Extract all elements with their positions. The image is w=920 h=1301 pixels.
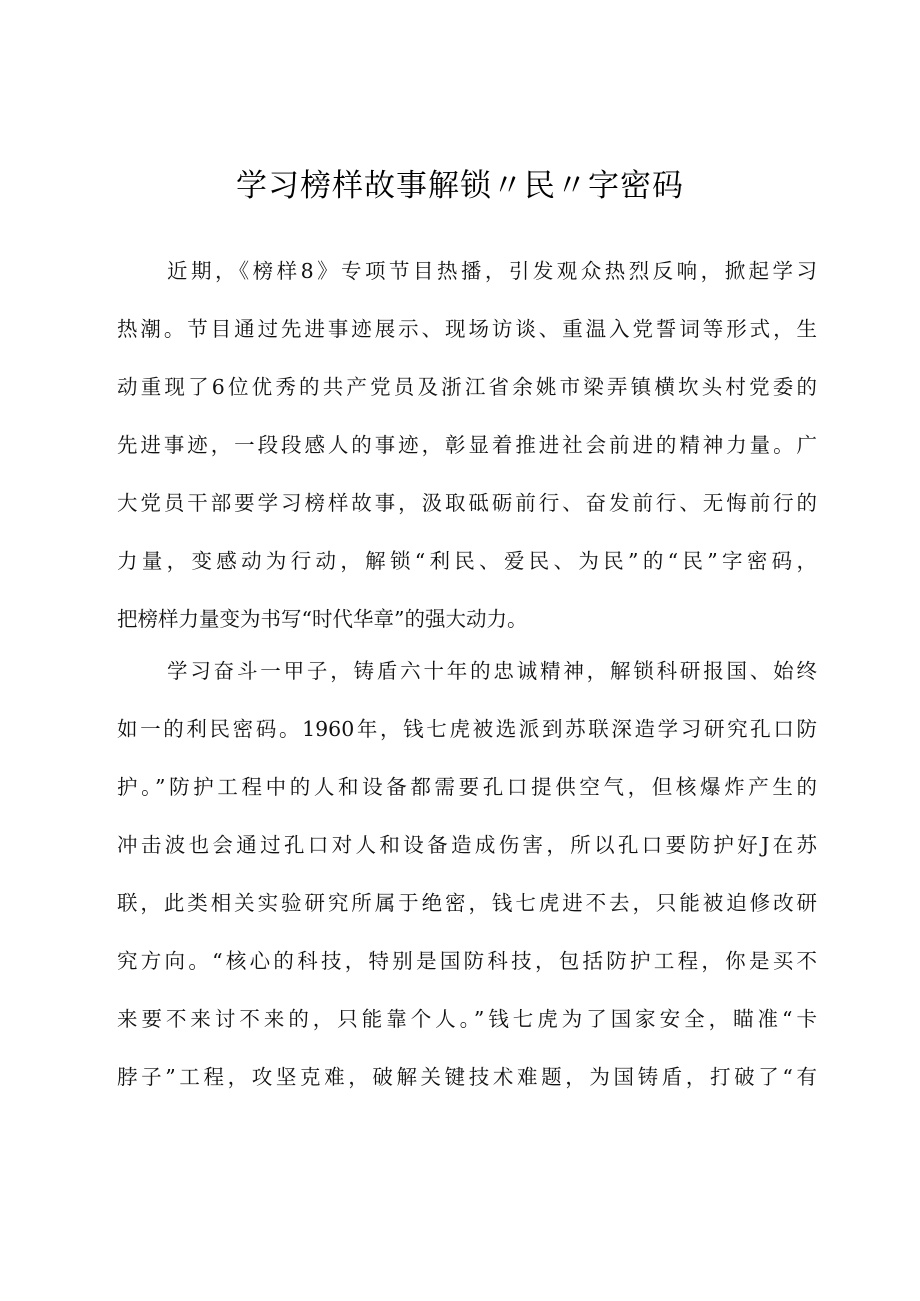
document-title: 学习榜样故事解锁〃民〃字密码 [236, 168, 684, 204]
paragraph-line: 把榜样力量变为书写“时代华章”的强大动力。 [117, 607, 528, 631]
paragraph-line: 学习奋斗一甲子，铸盾六十年的忠诚精神，解锁科研报国、始终 [167, 659, 817, 683]
paragraph-line: 如一的利民密码。1960年，钱七虎被选派到苏联深造学习研究孔口防 [117, 717, 817, 741]
paragraph-line: 大党员干部要学习榜样故事，汲取砥砺前行、奋发前行、无悔前行的 [117, 491, 817, 515]
paragraph-line: 究方向。“核心的科技，特别是国防科技，包括防护工程，你是买不 [117, 949, 817, 973]
paragraph-line: 护。”防护工程中的人和设备都需要孔口提供空气，但核爆炸产生的 [117, 775, 817, 799]
paragraph-line: 力量，变感动为行动，解锁“利民、爱民、为民”的“民”字密码， [117, 549, 817, 573]
paragraph-line: 来要不来讨不来的，只能靠个人。”钱七虎为了国家安全，瞄准“卡 [117, 1007, 817, 1031]
paragraph-line: 先进事迹，一段段感人的事迹，彰显着推进社会前进的精神力量。广 [117, 433, 817, 457]
paragraph-line: 冲击波也会通过孔口对人和设备造成伤害，所以孔口要防护好J在苏 [117, 833, 817, 857]
paragraph-line: 联，此类相关实验研究所属于绝密，钱七虎进不去，只能被迫修改研 [117, 891, 817, 915]
paragraph-line: 脖子”工程，攻坚克难，破解关键技术难题，为国铸盾，打破了“有 [117, 1065, 817, 1089]
paragraph-line: 热潮。节目通过先进事迹展示、现场访谈、重温入党誓词等形式，生 [117, 317, 817, 341]
paragraph-line: 近期，《榜样8》专项节目热播，引发观众热烈反响，掀起学习 [167, 259, 817, 283]
paragraph-line: 动重现了6位优秀的共产党员及浙江省余姚市梁弄镇横坎头村党委的 [117, 375, 817, 399]
